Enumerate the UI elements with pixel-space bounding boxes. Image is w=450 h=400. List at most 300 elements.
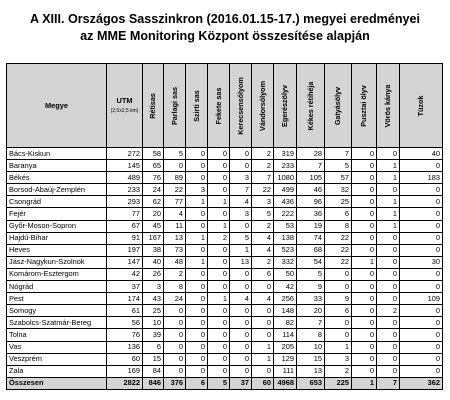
count-cell: 0: [352, 341, 377, 353]
count-cell: 0: [377, 341, 400, 353]
column-header-kerecsensolyom: Kerecsensólyom: [230, 64, 252, 148]
count-cell: 56: [107, 317, 143, 329]
title-line-1: A XIII. Országos Sasszinkron (2016.01.15-17.) megyei eredményei: [29, 12, 421, 26]
count-cell: 4: [230, 293, 252, 305]
count-cell: 0: [208, 353, 230, 365]
count-cell: 5: [230, 232, 252, 244]
count-cell: 33: [297, 293, 325, 305]
count-cell: 0: [400, 365, 443, 377]
count-cell: 1: [186, 232, 208, 244]
count-cell: 8: [325, 220, 352, 232]
count-cell: 0: [208, 172, 230, 184]
count-cell: 5: [325, 160, 352, 172]
count-cell: 1: [377, 172, 400, 184]
count-cell: 2: [252, 160, 274, 172]
count-cell: 73: [164, 244, 186, 256]
count-cell: 0: [186, 329, 208, 341]
count-cell: 111: [274, 365, 297, 377]
count-cell: 183: [400, 172, 443, 184]
count-cell: 6: [325, 305, 352, 317]
table-row: [7, 172, 443, 184]
count-cell: 0: [352, 244, 377, 256]
column-header-megye: Megye: [7, 64, 107, 148]
column-header-retisas: Rétisas: [143, 64, 164, 148]
count-cell: 167: [143, 232, 164, 244]
count-cell: 77: [107, 208, 143, 220]
count-cell: 0: [186, 172, 208, 184]
column-header-gatyasolyv: Gatyásölyv: [325, 64, 352, 148]
count-cell: 4: [252, 232, 274, 244]
count-cell: 145: [107, 160, 143, 172]
count-cell: 0: [352, 293, 377, 305]
count-cell: 5: [297, 268, 325, 280]
count-cell: 0: [186, 268, 208, 280]
count-cell: 233: [274, 160, 297, 172]
count-cell: 0: [208, 317, 230, 329]
count-cell: 0: [352, 317, 377, 329]
count-cell: 3: [186, 184, 208, 196]
count-cell: 105: [297, 172, 325, 184]
count-cell: 0: [377, 148, 400, 160]
count-cell: 20: [297, 305, 325, 317]
count-cell: 222: [274, 208, 297, 220]
count-cell: 0: [352, 148, 377, 160]
count-cell: 319: [274, 148, 297, 160]
count-cell: 9: [325, 293, 352, 305]
count-cell: 0: [352, 220, 377, 232]
count-cell: 0: [252, 317, 274, 329]
table-row: [7, 293, 443, 305]
count-cell: 0: [164, 353, 186, 365]
count-cell: 0: [400, 305, 443, 317]
count-cell: 25: [325, 196, 352, 208]
count-cell: 0: [377, 256, 400, 268]
page-title: [0, 11, 450, 45]
count-cell: 11: [164, 220, 186, 232]
count-cell: 60: [107, 353, 143, 365]
count-cell: 65: [143, 160, 164, 172]
count-cell: 332: [274, 256, 297, 268]
count-cell: 77: [164, 196, 186, 208]
count-cell: 0: [400, 268, 443, 280]
count-cell: 0: [230, 281, 252, 293]
count-cell: 0: [400, 220, 443, 232]
count-cell: 82: [274, 317, 297, 329]
count-cell: 0: [325, 317, 352, 329]
count-cell: 0: [352, 172, 377, 184]
count-cell: 114: [274, 329, 297, 341]
table-row: [7, 281, 443, 293]
count-cell: 19: [297, 220, 325, 232]
count-cell: 0: [400, 208, 443, 220]
count-cell: 0: [164, 329, 186, 341]
count-cell: 0: [252, 365, 274, 377]
count-cell: 0: [186, 305, 208, 317]
count-cell: 32: [325, 184, 352, 196]
count-cell: 174: [107, 293, 143, 305]
count-cell: 39: [143, 329, 164, 341]
count-cell: 0: [377, 365, 400, 377]
count-cell: 2: [164, 268, 186, 280]
table-row: [7, 160, 443, 172]
county-cell: Nógrád: [7, 281, 107, 293]
county-cell: Szabolcs-Szatmár-Bereg: [7, 317, 107, 329]
count-cell: 15: [297, 353, 325, 365]
count-cell: 1: [186, 256, 208, 268]
count-cell: 0: [230, 268, 252, 280]
count-cell: 0: [377, 353, 400, 365]
count-cell: 22: [164, 184, 186, 196]
county-cell: Fejér: [7, 208, 107, 220]
count-cell: 0: [186, 148, 208, 160]
count-cell: 0: [208, 160, 230, 172]
count-cell: 76: [107, 329, 143, 341]
county-cell: Pest: [7, 293, 107, 305]
count-cell: 22: [325, 244, 352, 256]
count-cell: 25: [143, 305, 164, 317]
count-cell: 0: [164, 365, 186, 377]
count-cell: 0: [186, 281, 208, 293]
count-cell: 0: [377, 232, 400, 244]
count-cell: 0: [352, 329, 377, 341]
count-cell: 0: [252, 305, 274, 317]
count-cell: 0: [377, 317, 400, 329]
count-cell: 225: [325, 377, 352, 389]
table-row: [7, 353, 443, 365]
column-header-parlagi-sas: Parlagi sas: [164, 64, 186, 148]
count-cell: 0: [400, 184, 443, 196]
count-cell: 42: [274, 281, 297, 293]
count-cell: 0: [164, 317, 186, 329]
count-cell: 256: [274, 293, 297, 305]
count-cell: 53: [274, 220, 297, 232]
count-cell: 0: [208, 341, 230, 353]
results-table: [6, 63, 443, 390]
count-cell: 4968: [274, 377, 297, 389]
count-cell: 3: [143, 281, 164, 293]
count-cell: 68: [297, 244, 325, 256]
count-cell: 2: [208, 232, 230, 244]
county-cell: Komárom-Esztergom: [7, 268, 107, 280]
column-header-kekes-retiheja: Kékes rétihéja: [297, 64, 325, 148]
count-cell: 136: [107, 341, 143, 353]
count-cell: 376: [164, 377, 186, 389]
count-cell: 0: [352, 305, 377, 317]
count-cell: 205: [274, 341, 297, 353]
count-cell: 0: [186, 341, 208, 353]
count-cell: 0: [186, 244, 208, 256]
county-cell: Győr-Moson-Sopron: [7, 220, 107, 232]
count-cell: 20: [143, 208, 164, 220]
count-cell: 7: [297, 160, 325, 172]
count-cell: 436: [274, 196, 297, 208]
count-cell: 0: [186, 353, 208, 365]
count-cell: 76: [143, 172, 164, 184]
count-cell: 91: [107, 232, 143, 244]
county-cell: Heves: [7, 244, 107, 256]
count-cell: 42: [107, 268, 143, 280]
count-cell: 54: [297, 256, 325, 268]
count-cell: 169: [107, 365, 143, 377]
count-cell: 0: [400, 329, 443, 341]
count-cell: 40: [143, 256, 164, 268]
count-cell: 10: [143, 317, 164, 329]
count-cell: 2822: [107, 377, 143, 389]
count-cell: 7: [252, 172, 274, 184]
count-cell: 0: [352, 232, 377, 244]
county-cell: Zala: [7, 365, 107, 377]
count-cell: 0: [208, 208, 230, 220]
count-cell: 0: [377, 244, 400, 256]
count-cell: 4: [230, 196, 252, 208]
count-cell: 13: [164, 232, 186, 244]
count-cell: 197: [107, 244, 143, 256]
table-row: [7, 305, 443, 317]
column-header-voros-kanya: Vörös kánya: [377, 64, 400, 148]
count-cell: 0: [208, 305, 230, 317]
count-cell: 0: [208, 184, 230, 196]
count-cell: 0: [400, 160, 443, 172]
count-cell: 0: [164, 305, 186, 317]
count-cell: 22: [325, 232, 352, 244]
count-cell: 62: [143, 196, 164, 208]
count-cell: 3: [230, 208, 252, 220]
count-cell: 8: [164, 281, 186, 293]
table-row: [7, 148, 443, 160]
count-cell: 0: [164, 341, 186, 353]
county-cell: Somogy: [7, 305, 107, 317]
table-row: [7, 268, 443, 280]
count-cell: 109: [400, 293, 443, 305]
count-cell: 7: [325, 148, 352, 160]
count-cell: 74: [297, 232, 325, 244]
count-cell: 523: [274, 244, 297, 256]
county-cell: Jász-Nagykun-Szolnok: [7, 256, 107, 268]
count-cell: 1080: [274, 172, 297, 184]
count-cell: 0: [377, 329, 400, 341]
count-cell: 2: [377, 305, 400, 317]
count-cell: 36: [297, 208, 325, 220]
count-cell: 0: [230, 220, 252, 232]
count-cell: 1: [352, 377, 377, 389]
table-row: [7, 365, 443, 377]
count-cell: 10: [297, 341, 325, 353]
count-cell: 13: [297, 365, 325, 377]
count-cell: 37: [230, 377, 252, 389]
county-cell: Csongrád: [7, 196, 107, 208]
count-cell: 28: [297, 148, 325, 160]
count-cell: 0: [186, 220, 208, 232]
count-cell: 7: [377, 377, 400, 389]
count-cell: 67: [107, 220, 143, 232]
count-cell: 0: [208, 281, 230, 293]
count-cell: 60: [252, 377, 274, 389]
table-row: [7, 196, 443, 208]
count-cell: 0: [400, 232, 443, 244]
count-cell: 6: [252, 268, 274, 280]
count-cell: 45: [143, 220, 164, 232]
count-cell: 6: [186, 377, 208, 389]
count-cell: 0: [325, 281, 352, 293]
count-cell: 3: [230, 172, 252, 184]
count-cell: 84: [143, 365, 164, 377]
count-cell: 0: [230, 160, 252, 172]
count-cell: 0: [352, 208, 377, 220]
column-header-szirti-sas: Szirti sas: [186, 64, 208, 148]
count-cell: 0: [186, 293, 208, 305]
count-cell: 40: [400, 148, 443, 160]
column-header-utm: UTM (2,5x2,5 km): [107, 64, 143, 148]
table-row: [7, 220, 443, 232]
count-cell: 138: [274, 232, 297, 244]
county-cell: Vas: [7, 341, 107, 353]
count-cell: 0: [352, 365, 377, 377]
count-cell: 0: [164, 160, 186, 172]
count-cell: 89: [164, 172, 186, 184]
count-cell: 1: [252, 353, 274, 365]
count-cell: 48: [164, 256, 186, 268]
count-cell: 0: [352, 184, 377, 196]
count-cell: 0: [208, 268, 230, 280]
count-cell: 0: [252, 329, 274, 341]
count-cell: 0: [230, 341, 252, 353]
count-cell: 0: [400, 317, 443, 329]
count-cell: 1: [377, 196, 400, 208]
table-row: [7, 232, 443, 244]
table-row: [7, 208, 443, 220]
count-cell: 1: [377, 160, 400, 172]
count-cell: 0: [208, 256, 230, 268]
count-cell: 5: [208, 377, 230, 389]
count-cell: 0: [208, 365, 230, 377]
count-cell: 0: [186, 365, 208, 377]
county-cell: Bács-Kiskun: [7, 148, 107, 160]
count-cell: 489: [107, 172, 143, 184]
count-cell: 2: [325, 365, 352, 377]
count-cell: 0: [400, 244, 443, 256]
column-header-tuzok: Tüzok: [400, 64, 443, 148]
count-cell: 293: [107, 196, 143, 208]
count-cell: 0: [208, 244, 230, 256]
count-cell: 96: [297, 196, 325, 208]
table-row: [7, 184, 443, 196]
column-header-vandorsolyom: Vándorsólyom: [252, 64, 274, 148]
count-cell: 1: [352, 256, 377, 268]
count-cell: 1: [208, 293, 230, 305]
count-cell: 57: [325, 172, 352, 184]
count-cell: 0: [230, 305, 252, 317]
count-cell: 43: [143, 293, 164, 305]
count-cell: 0: [400, 341, 443, 353]
column-header-fekete-sas: Fekete sas: [208, 64, 230, 148]
county-cell: Borsod-Abaúj-Zemplén: [7, 184, 107, 196]
count-cell: 2: [252, 220, 274, 232]
county-cell: Veszprém: [7, 353, 107, 365]
count-cell: 0: [352, 196, 377, 208]
count-cell: 24: [143, 184, 164, 196]
count-cell: 0: [352, 353, 377, 365]
count-cell: 9: [297, 281, 325, 293]
county-cell: Békés: [7, 172, 107, 184]
count-cell: 26: [143, 268, 164, 280]
count-cell: 6: [143, 341, 164, 353]
count-cell: 233: [107, 184, 143, 196]
table-row: [7, 329, 443, 341]
count-cell: 0: [352, 268, 377, 280]
count-cell: 4: [164, 208, 186, 220]
count-cell: 0: [252, 281, 274, 293]
count-cell: 24: [164, 293, 186, 305]
count-cell: 1: [230, 244, 252, 256]
count-cell: 0: [352, 281, 377, 293]
count-cell: 30: [400, 256, 443, 268]
count-cell: 3: [252, 196, 274, 208]
count-cell: 0: [186, 208, 208, 220]
table-row: [7, 341, 443, 353]
count-cell: 3: [325, 353, 352, 365]
count-cell: 7: [297, 317, 325, 329]
count-cell: 22: [252, 184, 274, 196]
column-header-pusztai-olyv: Pusztai ölyv: [352, 64, 377, 148]
count-cell: 0: [400, 281, 443, 293]
count-cell: 37: [107, 281, 143, 293]
count-cell: 148: [274, 305, 297, 317]
count-cell: 1: [377, 208, 400, 220]
table-body: [7, 148, 443, 390]
count-cell: 4: [252, 293, 274, 305]
column-header-egereszolyv: Egerészölyv: [274, 64, 297, 148]
count-cell: 22: [325, 256, 352, 268]
count-cell: 0: [230, 148, 252, 160]
count-cell: 1: [377, 220, 400, 232]
count-cell: 5: [164, 148, 186, 160]
count-cell: 129: [274, 353, 297, 365]
count-cell: 0: [208, 148, 230, 160]
count-cell: 38: [143, 244, 164, 256]
table-row: [7, 244, 443, 256]
count-cell: 1: [186, 196, 208, 208]
count-cell: 15: [143, 353, 164, 365]
count-cell: 653: [297, 377, 325, 389]
table-row: [7, 317, 443, 329]
count-cell: 0: [377, 281, 400, 293]
table-total-row: [7, 377, 443, 389]
count-cell: 50: [274, 268, 297, 280]
count-cell: 362: [400, 377, 443, 389]
count-cell: 1: [252, 341, 274, 353]
count-cell: 58: [143, 148, 164, 160]
count-cell: 0: [230, 317, 252, 329]
count-cell: 13: [230, 256, 252, 268]
count-cell: 0: [230, 329, 252, 341]
count-cell: 8: [297, 329, 325, 341]
county-cell: Hajdú-Bihar: [7, 232, 107, 244]
county-cell: Baranya: [7, 160, 107, 172]
count-cell: 846: [143, 377, 164, 389]
table-header-row: [7, 64, 443, 148]
count-cell: 1: [208, 196, 230, 208]
county-cell: Összesen: [7, 377, 107, 389]
count-cell: 499: [274, 184, 297, 196]
count-cell: 0: [377, 184, 400, 196]
count-cell: 1: [325, 341, 352, 353]
count-cell: 0: [400, 196, 443, 208]
count-cell: 0: [186, 160, 208, 172]
count-cell: 0: [377, 293, 400, 305]
title-line-2: az MME Monitoring Központ összesítése alapján: [80, 29, 370, 43]
count-cell: 0: [186, 317, 208, 329]
count-cell: 147: [107, 256, 143, 268]
